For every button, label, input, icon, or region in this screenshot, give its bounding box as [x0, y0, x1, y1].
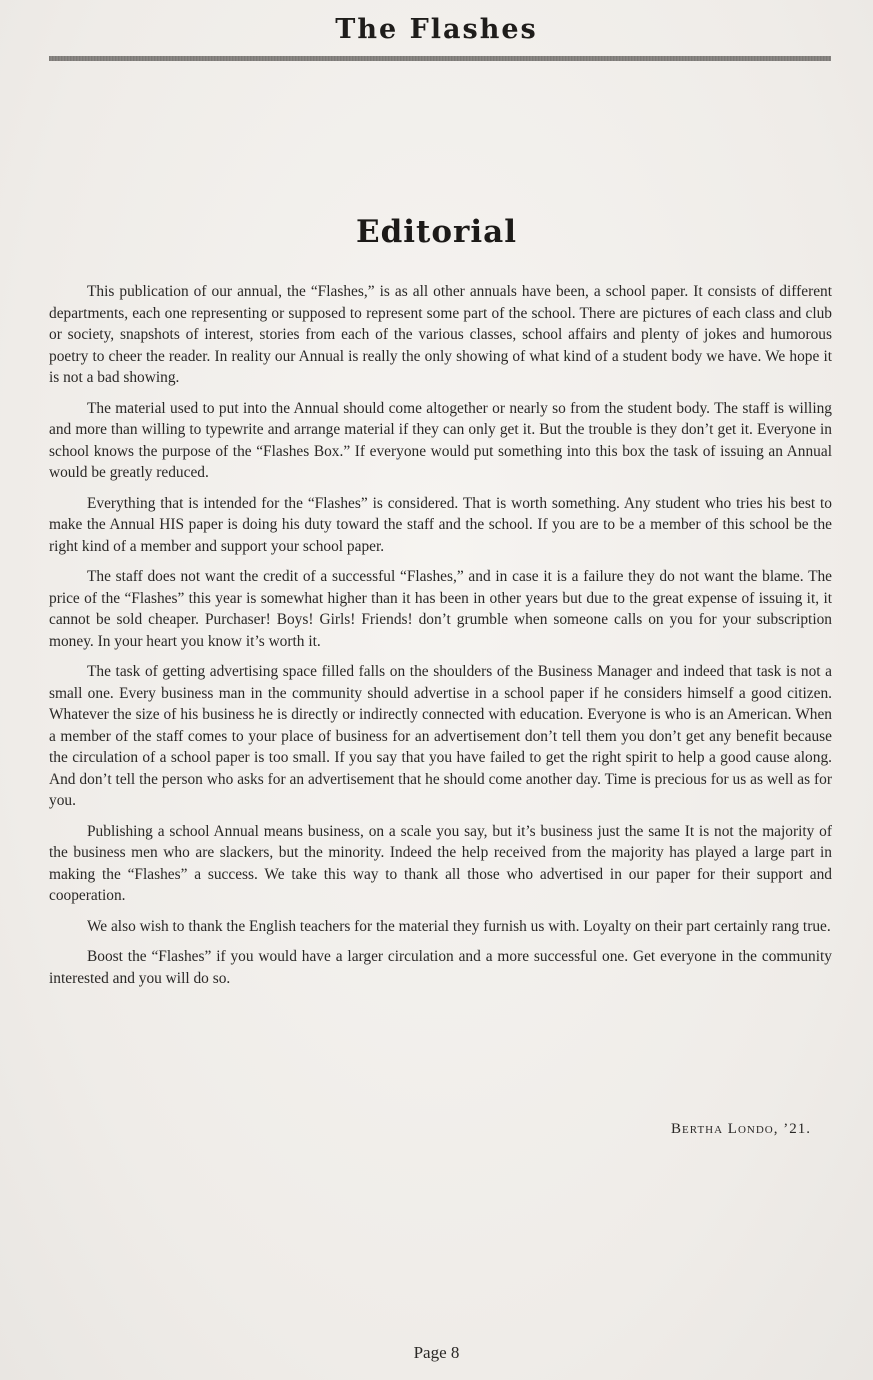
paragraph: The staff does not want the credit of a successful “Flashes,” and in case it is a failure they do not want the blame. The price of the “Flashes” this year is somewhat higher than it has been in other years but due to the great expense of issuing it, it cannot be sold cheaper. Purchaser! Boys! Girls! Friends! don’t grumble when someone calls on you for your subscription money. In your heart you know it’s worth it.	[49, 568, 832, 650]
paragraph: The task of getting advertising space filled falls on the shoulders of the Business Manager and indeed that task is not a small one. Every business man in the community should advertise in a school paper if he considers himself a good citizen. Whatever the size of his business he is directly or indirectly connected with education. Everyone is who is an American. When a member of the staff comes to your place of business for an advertisement don’t tell them you don’t get any benefit because the circulation of a school paper is too small. If you say that you have failed to get the right spirit to help a good cause along. And don’t tell the person who asks for an advertisement that he should come another day. Time is precious for us as well as for you.	[49, 663, 832, 809]
paragraph: Boost the “Flashes” if you would have a larger circulation and a more successful one. Get everyone in the community interested and you will do so.	[49, 948, 832, 987]
header-rule	[49, 56, 831, 61]
paragraph: Publishing a school Annual means business, on a scale you say, but it’s business just the same It is not the majority of the business men who are slackers, but the minority. Indeed the help received from the majority has played a large part in making the “Flashes” a success. We take this way to thank all those who advertised in our paper for their support and cooperation.	[49, 822, 832, 904]
article-title: Editorial	[355, 214, 518, 250]
paragraph: This publication of our annual, the “Flashes,” is as all other annuals have been, a school paper. It consists of different departments, each one representing or supposed to represent some part of the school. There are pictures of each class and club or society, snapshots of interest, stories from each of the various classes, school affairs and plenty of jokes and humorous poetry to cheer the reader. In reality our Annual is really the only showing of what kind of a student body we have. We hope it is not a bad showing.	[49, 283, 832, 386]
paragraph: We also wish to thank the English teachers for the material they furnish us with. Loyalty on their part certainly rang true.	[87, 917, 831, 935]
paragraph: The material used to put into the Annual should come altogether or nearly so from the student body. The staff is willing and more than willing to typewrite and arrange material if they can only get it. But the trouble is they don’t get it. Everyone in school knows the purpose of the “Flashes Box.” If everyone would put something into this box the task of issuing an Annual would be greatly reduced.	[49, 399, 832, 481]
author-signature: Bertha Londo, ’21.	[671, 1121, 811, 1137]
article-body	[49, 281, 832, 998]
paragraph: Everything that is intended for the “Flashes” is considered. That is worth something. Any student who tries his best to make the Annual HIS paper is doing his duty toward the staff and the school. If you are to be a member of this school be the right kind of a member and support your school paper.	[49, 494, 832, 555]
page-number: Page 8	[413, 1343, 460, 1362]
running-head: The Flashes	[335, 14, 538, 45]
